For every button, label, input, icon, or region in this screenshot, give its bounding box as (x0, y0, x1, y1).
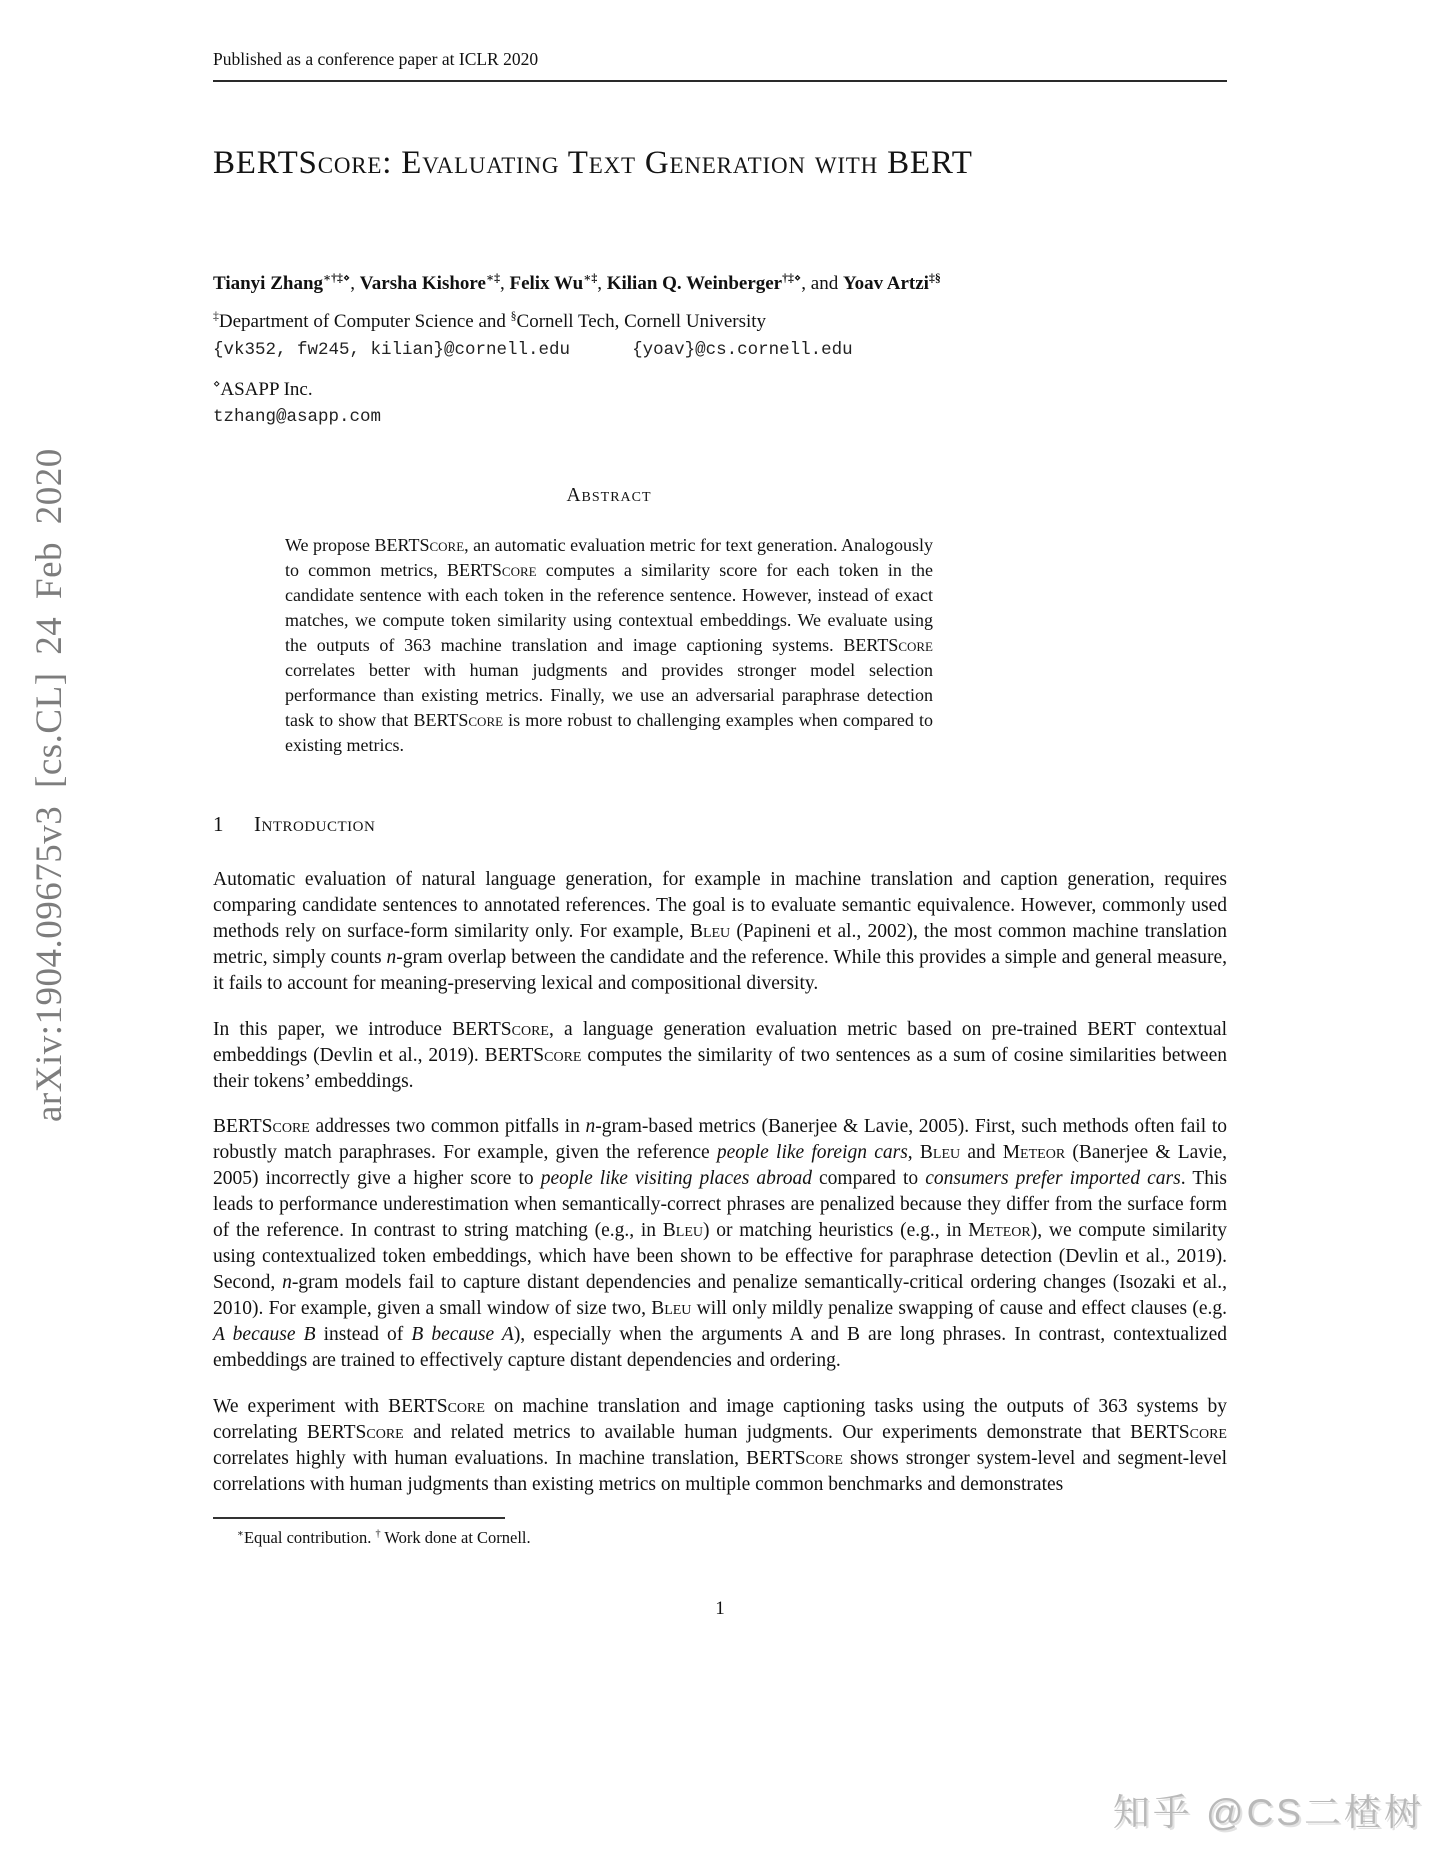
asapp-affiliation: ⋄ASAPP Inc. (213, 377, 313, 400)
emails-line (213, 338, 1227, 362)
paper-title: BERTScore: Evaluating Text Generation with BERT (213, 145, 973, 181)
abstract-block (285, 485, 933, 758)
arxiv-stamp: arXiv:1904.09675v3 [cs.CL] 24 Feb 2020 (29, 448, 70, 1122)
authors-line: Tianyi Zhang∗†‡⋄, Varsha Kishore∗‡, Felix Wu∗‡, Kilian Q. Weinberger†‡⋄, and Yoav Artzi‡§ (213, 271, 941, 294)
intro-paragraph-1: Automatic evaluation of natural language generation, for example in machine translation and caption generation, requires comparing candidate sentences to annotated references. The goal is to evaluate semantic equivalence. However, commonly used methods rely on surface-form similarity only. For example, Bleu (Papineni et al., 2002), the most common machine translation metric, simply counts n-gram overlap between the candidate and the reference. While this provides a simple and general measure, it fails to account for meaning-preserving lexical and compositional diversity. (213, 869, 1228, 994)
asapp-email: tzhang@asapp.com (213, 407, 382, 427)
section-heading-introduction (213, 812, 1227, 837)
footnote-text: ∗Equal contribution. † Work done at Cornell. (237, 1528, 531, 1547)
footnote-rule (213, 1517, 505, 1519)
zhihu-watermark: 知乎 @CS二楂树 (1112, 1792, 1424, 1833)
section-title: Introduction (254, 812, 376, 836)
page-number: 1 (715, 1598, 725, 1619)
intro-paragraph-3: BERTScore addresses two common pitfalls in n-gram-based metrics (Banerjee & Lavie, 2005). First, such methods often fail to robustly match paraphrases. For example, given the reference people like foreign cars, Bleu and Meteor (Banerjee & Lavie, 2005) incorrectly give a higher score to people like visiting places abroad compared to consumers prefer imported cars. This leads to performance underestimation when semantically-correct phrases are penalized because they differ from the surface form of the reference. In contrast to string matching (e.g., in Bleu) or matching heuristics (e.g., in Meteor), we compute similarity using contextualized token embeddings, which have been shown to be effective for paraphrase detection (Devlin et al., 2019). Second, n-gram models fail to capture distant dependencies and penalize semantically-critical ordering changes (Isozaki et al., 2010). For example, given a small window of size two, Bleu will only mildly penalize swapping of cause and effect clauses (e.g. A because B instead of B because A), especially when the arguments A and B are long phrases. In contrast, contextualized embeddings are trained to effectively capture distant dependencies and ordering. (213, 1116, 1228, 1371)
abstract-text: We propose BERTScore, an automatic evaluation metric for text generation. Analogously to common metrics, BERTScore computes a similarity score for each token in the candidate sentence with each token in the reference sentence. However, instead of exact matches, we compute token similarity using contextual embeddings. We evaluate using the outputs of 363 machine translation and image captioning systems. BERTScore correlates better with human judgments and provides stronger model selection performance than existing metrics. Finally, we use an adversarial paraphrase detection task to show that BERTScore is more robust to challenging examples when compared to existing metrics. (285, 535, 933, 755)
intro-paragraph-4: We experiment with BERTScore on machine translation and image captioning tasks using the outputs of 363 systems by correlating BERTScore and related metrics to available human judgments. Our experiments demonstrate that BERTScore correlates highly with human evaluations. In machine translation, BERTScore shows stronger system-level and segment-level correlations with human judgments than existing metrics on multiple common benchmarks and demonstrates (213, 1395, 1227, 1495)
email-yoav: {yoav}@cs.cornell.edu (632, 340, 853, 360)
section-number: 1 (213, 812, 224, 836)
intro-paragraph-2: In this paper, we introduce BERTScore, a language generation evaluation metric based on pre-trained BERT contextual embeddings (Devlin et al., 2019). BERTScore computes the similarity of two sentences as a sum of cosine similarities between their tokens’ embeddings. (213, 1018, 1227, 1092)
affiliation-line: ‡Department of Computer Science and §Cornell Tech, Cornell University (213, 309, 767, 332)
publication-note: Published as a conference paper at ICLR 2020 (213, 49, 539, 69)
page-content (213, 0, 1227, 1620)
abstract-heading: Abstract (566, 485, 652, 506)
email-cornell: {vk352, fw245, kilian}@cornell.edu (213, 340, 571, 360)
header-rule (213, 80, 1227, 82)
